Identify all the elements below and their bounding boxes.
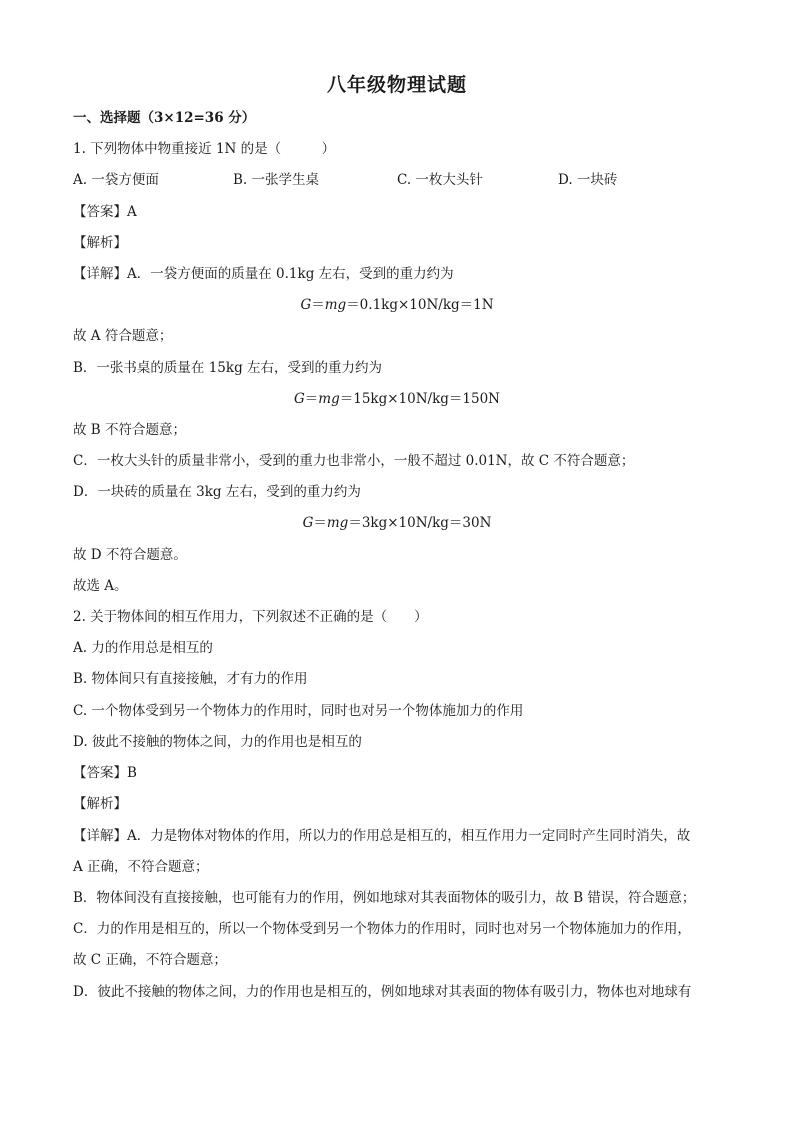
- question-1-option-b: B. 一张学生桌: [233, 172, 320, 188]
- question-1-option-d: D. 一块砖: [558, 172, 618, 188]
- question-2-detail-line: D．彼此不接触的物体之间，力的作用也是相互的，例如地球对其表面的物体有吸引力，物体也对地球有: [73, 984, 692, 1000]
- question-1-detail-line: 故 A 符合题意；: [73, 328, 173, 344]
- question-2-option-d: D. 彼此不接触的物体之间，力的作用也是相互的: [73, 734, 362, 750]
- question-1-detail-line: C．一枚大头针的质量非常小，受到的重力也非常小，一般不超过 0.01N，故 C 不符合题意；: [73, 453, 635, 469]
- question-2-analysis-label: 【解析】: [73, 796, 127, 812]
- question-2-option-b: B. 物体间只有直接接触，才有力的作用: [73, 671, 308, 687]
- question-2-stem: 2. 关于物体间的相互作用力，下列叙述不正确的是（ ）: [73, 609, 428, 625]
- question-1-detail-line: 故 B 不符合题意；: [73, 422, 187, 438]
- question-2-detail-line: C．力的作用是相互的，所以一个物体受到另一个物体力的作用时，同时也对另一个物体施加力的作用，: [73, 921, 691, 937]
- question-2-option-a: A. 力的作用总是相互的: [73, 640, 213, 656]
- question-2-detail-line: B．物体间没有直接接触，也可能有力的作用，例如地球对其表面物体的吸引力，故 B 错误，符合题意；: [73, 890, 696, 906]
- question-2-detail-line: 故 C 正确，不符合题意；: [73, 952, 227, 968]
- question-1-formula: G＝mg＝3kg×10N/kg＝30N: [302, 515, 492, 531]
- question-1-formula: G＝mg＝0.1kg×10N/kg＝1N: [300, 297, 494, 313]
- question-1-answer: 【答案】A: [73, 204, 137, 220]
- question-1-analysis-label: 【解析】: [73, 235, 127, 251]
- question-1-option-c: C. 一枚大头针: [397, 172, 483, 188]
- question-1-conclusion: 故选 A。: [73, 578, 128, 594]
- section-heading: 一、选择题（3×12=36 分）: [73, 110, 256, 126]
- question-1-detail-line: D．一块砖的质量在 3kg 左右，受到的重力约为: [73, 484, 361, 500]
- question-2-answer: 【答案】B: [73, 765, 137, 781]
- question-1-detail-line: B．一张书桌的质量在 15kg 左右，受到的重力约为: [73, 360, 383, 376]
- question-1-detail-line: 故 D 不符合题意。: [73, 547, 187, 563]
- question-1-option-a: A. 一袋方便面: [73, 172, 159, 188]
- question-1-detail-line: 【详解】A．一袋方便面的质量在 0.1kg 左右，受到的重力约为: [73, 266, 454, 282]
- question-1-formula: G＝mg＝15kg×10N/kg＝150N: [293, 391, 500, 407]
- page-title: 八年级物理试题: [326, 74, 467, 96]
- question-2-detail-line: A 正确，不符合题意；: [73, 859, 209, 875]
- question-2-option-c: C. 一个物体受到另一个物体力的作用时，同时也对另一个物体施加力的作用: [73, 703, 524, 719]
- question-1-stem: 1. 下列物体中物重接近 1N 的是（ ）: [73, 141, 336, 157]
- question-2-detail-line: 【详解】A．力是物体对物体的作用，所以力的作用总是相互的，相互作用力一定同时产生同时消失，故: [73, 828, 691, 844]
